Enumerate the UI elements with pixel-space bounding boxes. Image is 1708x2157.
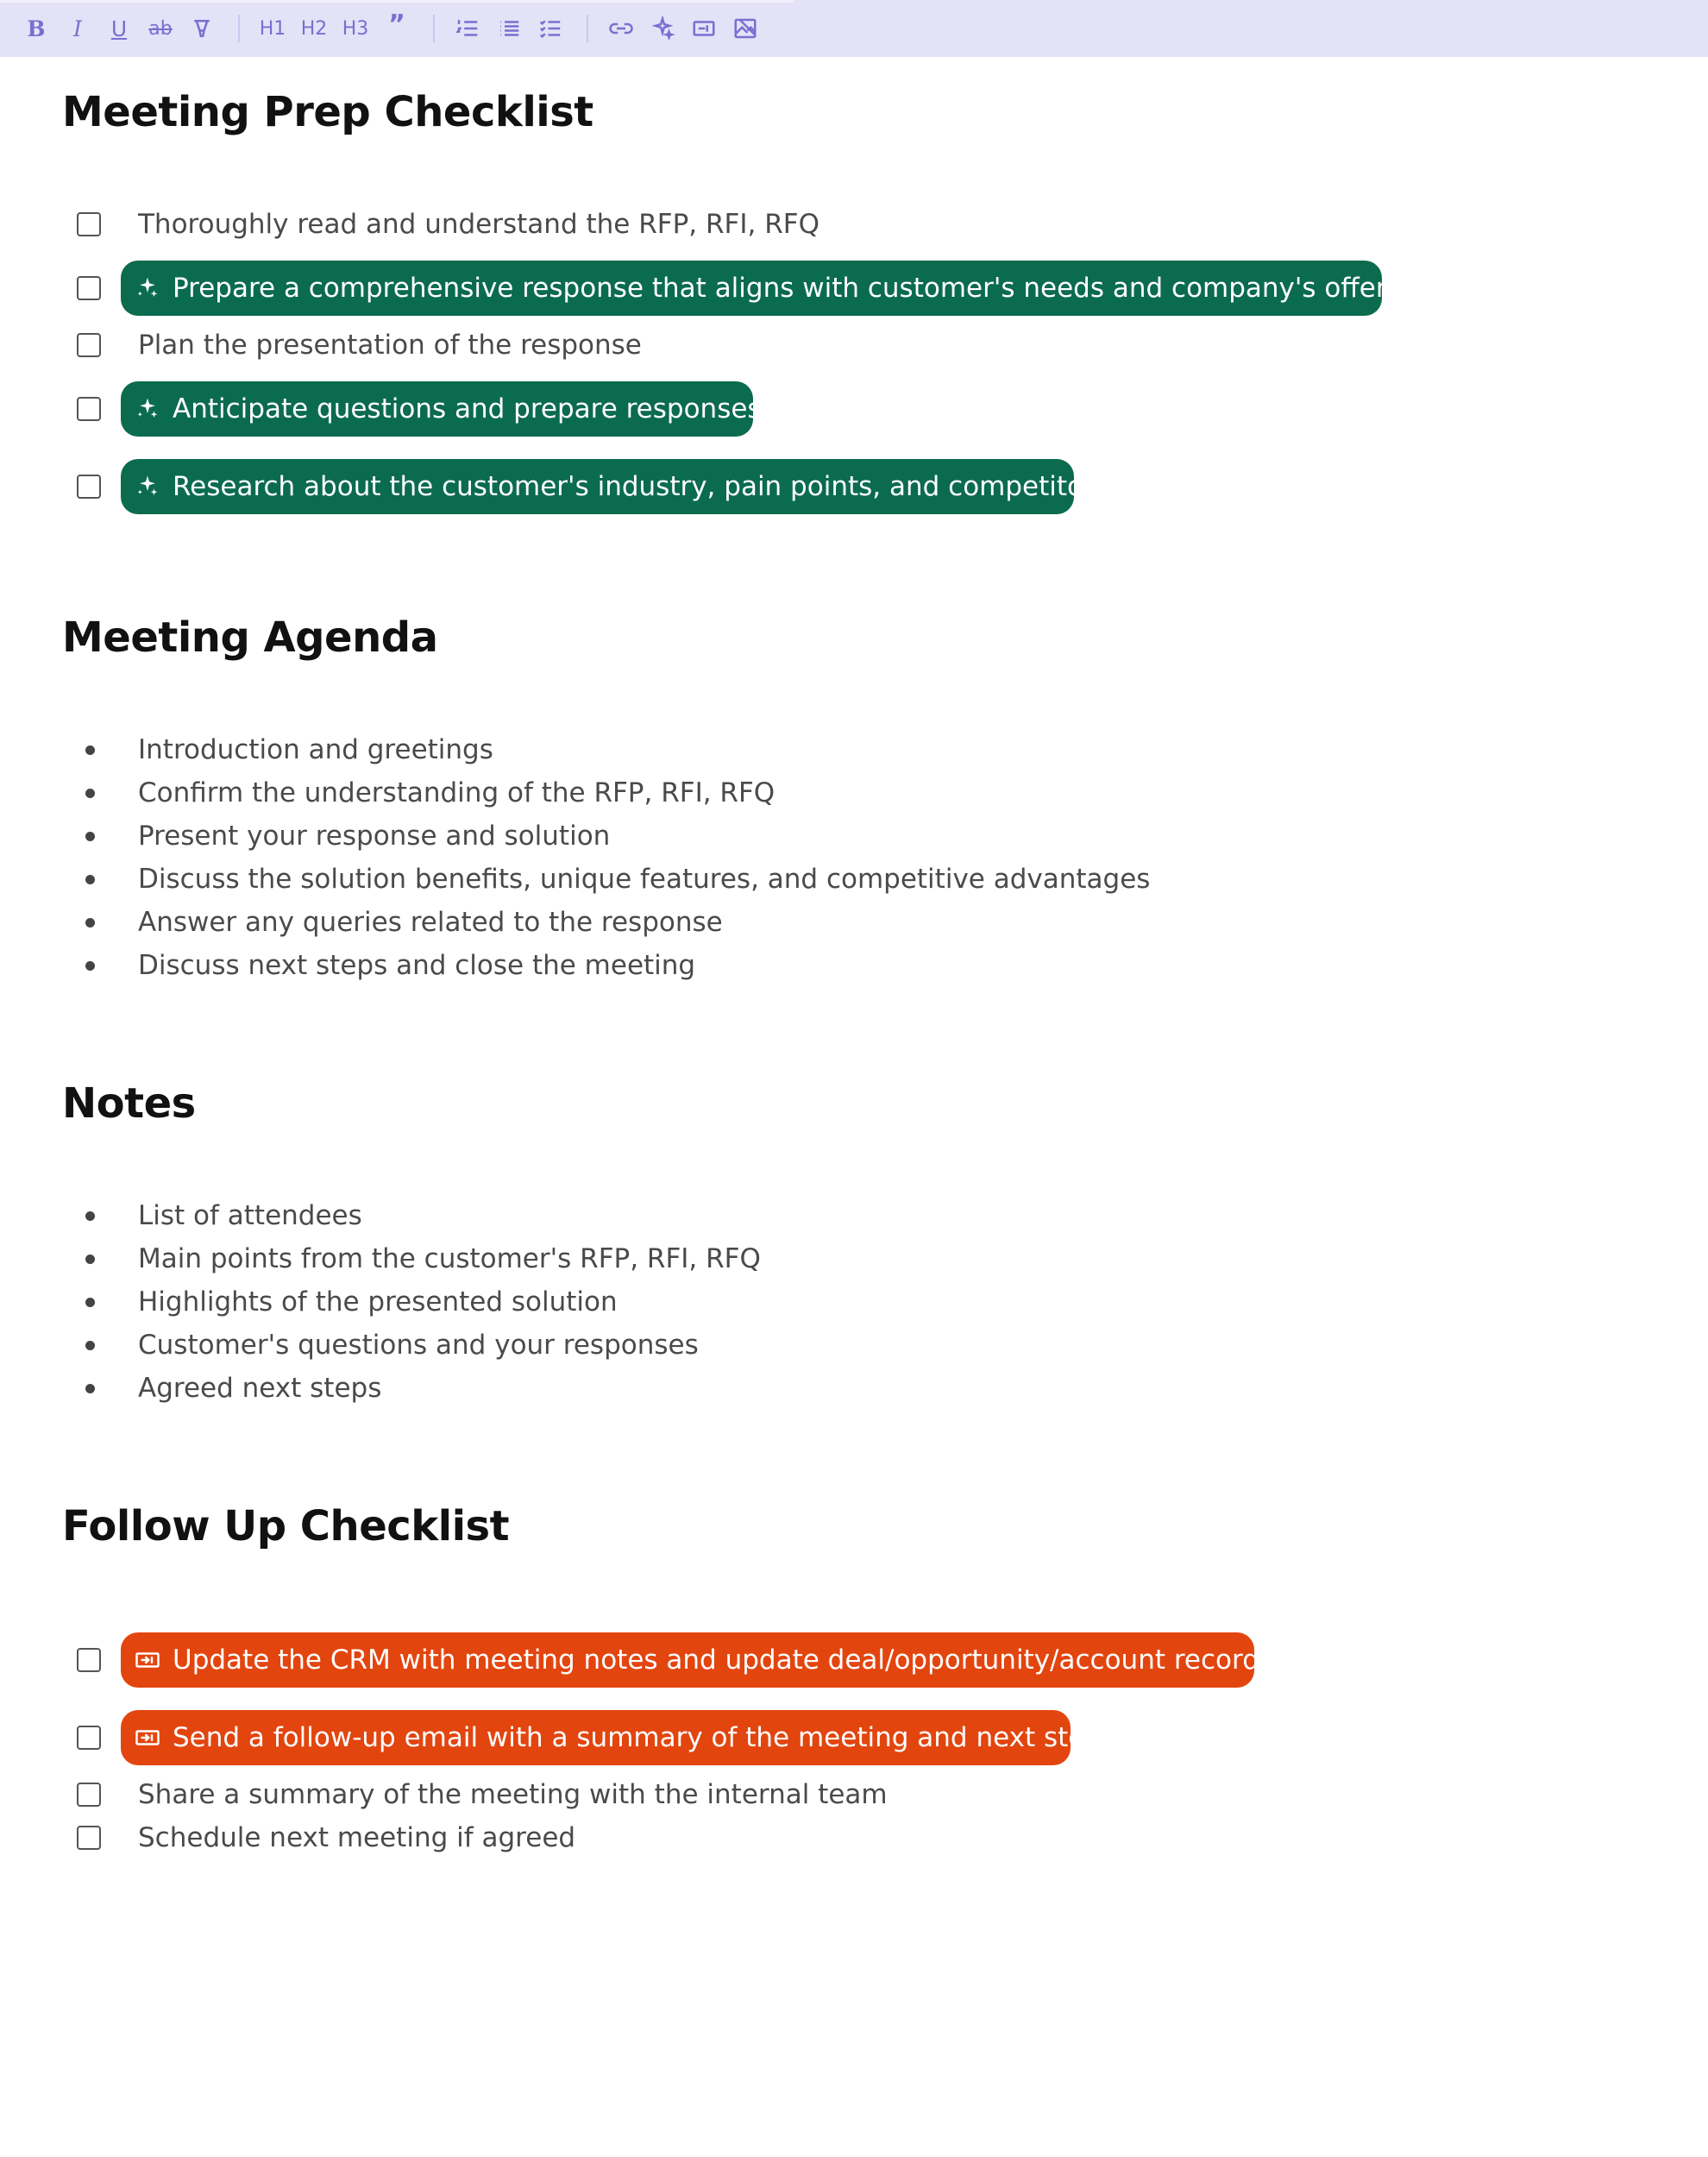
action-pill[interactable] xyxy=(121,1710,1116,1765)
heading2-button[interactable]: H2 xyxy=(300,17,328,40)
link-icon[interactable] xyxy=(604,11,638,46)
checkbox[interactable] xyxy=(77,397,101,421)
action-icon xyxy=(135,1725,160,1751)
list-item-text[interactable]: List of attendees xyxy=(138,1200,362,1231)
bullet-icon xyxy=(85,1341,95,1350)
bullet-icon xyxy=(85,789,95,798)
highlight-icon[interactable] xyxy=(185,11,219,46)
action-pill-text: Update the CRM with meeting notes and update deal/opportunity/account records xyxy=(173,1644,1274,1676)
bullet-icon xyxy=(85,1255,95,1264)
checkbox[interactable] xyxy=(77,1648,101,1672)
bullet-list-icon[interactable] xyxy=(492,11,526,46)
list-item-text[interactable]: Agreed next steps xyxy=(138,1373,382,1404)
checkbox[interactable] xyxy=(77,212,101,236)
checklist-item-text[interactable]: Thoroughly read and understand the RFP, RFI, RFQ xyxy=(138,209,819,240)
action-pill[interactable] xyxy=(121,1632,1274,1688)
list-item-text[interactable]: Present your response and solution xyxy=(138,821,611,852)
bullet-icon xyxy=(85,1384,95,1393)
list-item-text[interactable]: Main points from the customer's RFP, RFI, RFQ xyxy=(138,1243,761,1274)
quote-button[interactable]: ” xyxy=(388,9,405,40)
checkbox[interactable] xyxy=(77,276,101,300)
list-item-text[interactable]: Introduction and greetings xyxy=(138,734,493,765)
checkbox[interactable] xyxy=(77,333,101,357)
section-title-notes: Notes xyxy=(62,1079,196,1128)
list-item-text[interactable]: Discuss next steps and close the meeting xyxy=(138,950,696,981)
bold-button[interactable]: B xyxy=(27,16,46,41)
bullet-icon xyxy=(85,1298,95,1307)
ai-suggestion-text: Prepare a comprehensive response that aligns with customer's needs and company's offerings xyxy=(173,273,1442,304)
section-title-prep: Meeting Prep Checklist xyxy=(62,88,593,136)
image-icon[interactable] xyxy=(728,11,763,46)
list-item-text[interactable]: Highlights of the presented solution xyxy=(138,1286,618,1317)
strikethrough-button[interactable]: ab xyxy=(148,17,173,40)
toolbar-separator xyxy=(587,15,588,42)
bullet-icon xyxy=(85,745,95,755)
bullet-icon xyxy=(85,1211,95,1221)
bullet-icon xyxy=(85,918,95,928)
ai-suggestion-pill[interactable] xyxy=(121,381,762,437)
heading3-button[interactable]: H3 xyxy=(342,17,369,40)
action-icon xyxy=(135,1647,160,1673)
checkbox[interactable] xyxy=(77,475,101,499)
sparkle-icon xyxy=(135,275,160,301)
ordered-list-icon[interactable] xyxy=(450,11,485,46)
list-item-text[interactable]: Answer any queries related to the response xyxy=(138,907,723,938)
sparkle-icon[interactable] xyxy=(645,11,680,46)
bullet-icon xyxy=(85,832,95,841)
toolbar-top-line xyxy=(0,0,794,3)
toolbar-separator xyxy=(433,15,435,42)
checkbox[interactable] xyxy=(77,1726,101,1750)
section-title-agenda: Meeting Agenda xyxy=(62,613,438,662)
checkbox[interactable] xyxy=(77,1826,101,1850)
section-title-followup: Follow Up Checklist xyxy=(62,1502,510,1550)
checklist-icon[interactable] xyxy=(533,11,568,46)
ai-suggestion-text: Research about the customer's industry, pain points, and competitors xyxy=(173,471,1108,502)
bullet-icon xyxy=(85,961,95,971)
checklist-item-text[interactable]: Plan the presentation of the response xyxy=(138,330,642,361)
ai-suggestion-text: Anticipate questions and prepare responses xyxy=(173,393,762,424)
sparkle-icon xyxy=(135,396,160,422)
sparkle-icon xyxy=(135,474,160,500)
action-pill-text: Send a follow-up email with a summary of the meeting and next steps xyxy=(173,1722,1116,1753)
editor-toolbar xyxy=(0,0,1708,57)
list-item-text[interactable]: Discuss the solution benefits, unique features, and competitive advantages xyxy=(138,864,1151,895)
heading1-button[interactable]: H1 xyxy=(259,17,286,40)
checkbox[interactable] xyxy=(77,1783,101,1807)
list-item-text[interactable]: Customer's questions and your responses xyxy=(138,1330,699,1361)
bullet-icon xyxy=(85,875,95,884)
checklist-item-text[interactable]: Schedule next meeting if agreed xyxy=(138,1822,576,1853)
ai-suggestion-pill[interactable] xyxy=(121,459,1108,514)
checklist-item-text[interactable]: Share a summary of the meeting with the internal team xyxy=(138,1779,888,1810)
toolbar-separator xyxy=(238,15,240,42)
list-item-text[interactable]: Confirm the understanding of the RFP, RFI, RFQ xyxy=(138,777,776,808)
variable-icon[interactable] xyxy=(687,11,721,46)
underline-button[interactable]: U xyxy=(110,16,128,41)
italic-button[interactable]: I xyxy=(73,16,82,41)
ai-suggestion-pill[interactable] xyxy=(121,261,1442,316)
